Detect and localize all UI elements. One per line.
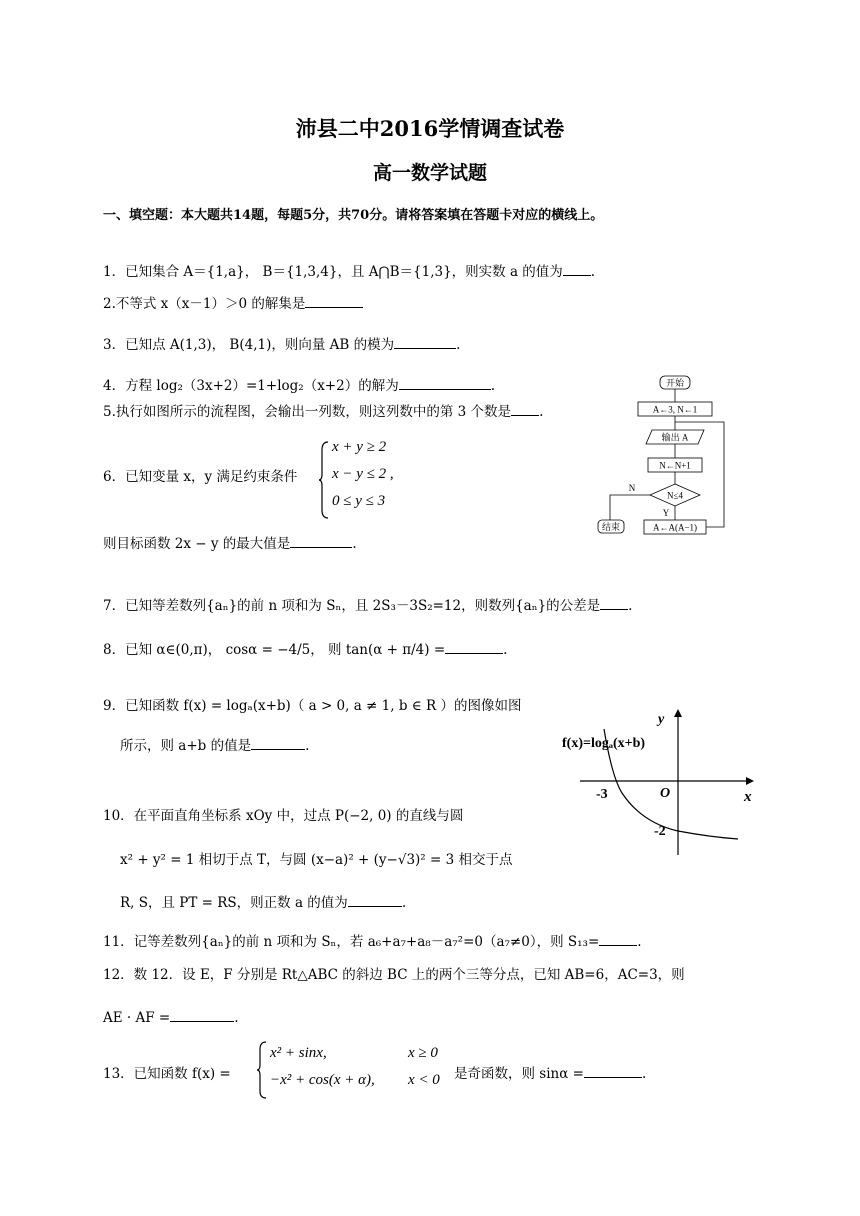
answer-blank [600,596,628,610]
question-10-line3: R, S，且 PT = RS，则正数 a 的值为 . [120,895,407,911]
section-heading: 一、填空题：本大题共14题，每题5分，共70分。请将答案填在答题卡对应的横线上。 [103,208,604,223]
flow-increment: N←N+1 [659,460,691,471]
question-11: 11．记等差数列{aₙ}的前 n 项和为 Sₙ，若 a₆+a₇+a₈－a₇²=0（a₇≠0），则 S₁₃= . [103,934,642,950]
answer-blank [251,736,305,750]
flow-update: A←A(A−1) [652,522,698,533]
question-13-prefix: 13．已知函数 f(x) = [103,1066,231,1082]
constraint-2: x − y ≤ 2 , [332,466,394,482]
flow-yes-label: Y [662,508,670,518]
flow-no-label: N [628,483,636,493]
brace [256,1040,268,1100]
case-1-expr: x² + sinx, [270,1045,327,1061]
question-6-prefix: 6．已知变量 x，y 满足约束条件 [103,469,298,485]
answer-blank [511,402,539,416]
graph-origin: O [660,786,671,801]
constraint-system [332,434,394,515]
question-4: 4．方程 log₂（3x+2）=1+log₂（x+2）的解为 . [103,378,496,394]
question-2: 2.不等式 x（x－1）＞0 的解集是 [103,294,363,314]
answer-blank [445,640,503,654]
question-8: 8．已知 α∈(0,π)， cosα = −4/5， 则 tan(α + π/4) = . [103,642,508,658]
piecewise-conditions [408,1040,440,1094]
brace [318,440,330,520]
question-6-tail: 则目标函数 2x − y 的最大值是 . [103,536,357,552]
question-10-line2: x² + y² = 1 相切于点 T，与圆 (x−a)² + (y−√3)² = 3 相交于点 [120,852,513,868]
flow-start: 开始 [665,378,685,388]
answer-blank [348,893,402,907]
answer-blank [399,376,491,390]
answer-blank [170,1008,234,1022]
question-7: 7．已知等差数列{aₙ}的前 n 项和为 Sₙ，且 2S₃－3S₂=12，则数列{aₙ}的公差是 . [103,598,633,614]
answer-blank [563,262,591,276]
question-9-line2: 所示，则 a+b 的值是 . [120,738,310,754]
question-12-line1: 12．数 12．设 E，F 分别是 Rt△ABC 的斜边 BC 上的两个三等分点，已知 AB=6，AC=3，则 [103,967,685,983]
constraint-3: 0 ≤ y ≤ 3 [332,493,386,509]
constraint-1: x + y ≥ 2 [332,439,387,455]
case-2-condition: x < 0 [408,1072,440,1088]
question-12-line2: AE · AF = . [103,1010,239,1026]
answer-blank [290,534,352,548]
question-3: 3．已知点 A(1,3)， B(4,1)，则向量 AB 的模为 . [103,337,461,353]
answer-blank [394,335,456,349]
question-9-line1: 9．已知函数 f(x) = logₐ(x+b)（ a > 0, a ≠ 1, b ∈ R ）的图像如图 [103,698,522,714]
flow-output: 输出 A [661,432,689,443]
log-graph [560,705,770,865]
graph-x-label: x [744,789,752,805]
graph-y-tick: -2 [654,824,666,839]
exam-subtitle: 高一数学试题 [372,162,487,184]
flow-end: 结束 [601,522,621,532]
piecewise-cases [270,1040,375,1094]
answer-blank [599,932,637,946]
question-13-tail: 是奇函数，则 sinα = . [454,1066,647,1082]
answer-blank [584,1064,642,1078]
graph-x-tick: -3 [596,787,608,802]
case-1-condition: x ≥ 0 [408,1045,438,1061]
flowchart [596,374,736,540]
flow-condition: N≤4 [667,490,683,501]
question-10-line1: 10．在平面直角坐标系 xOy 中，过点 P(−2, 0) 的直线与圆 [103,808,464,824]
question-5: 5.执行如图所示的流程图，会输出一列数，则这列数中的第 3 个数是 . [103,404,544,420]
graph-y-label: y [658,712,665,727]
case-2-expr: −x² + cos(x + α), [270,1072,375,1088]
answer-blank [305,294,363,308]
question-1: 1．已知集合 A＝{1,a}， B＝{1,3,4}，且 A⋂B＝{1,3}，则实数 a 的值为 . [103,264,596,280]
exam-title: 沛县二中2016学情调查试卷 [295,116,565,141]
flow-init: A←3, N←1 [652,404,698,415]
graph-function-label: f(x)=logₐ(x+b) [562,736,646,751]
